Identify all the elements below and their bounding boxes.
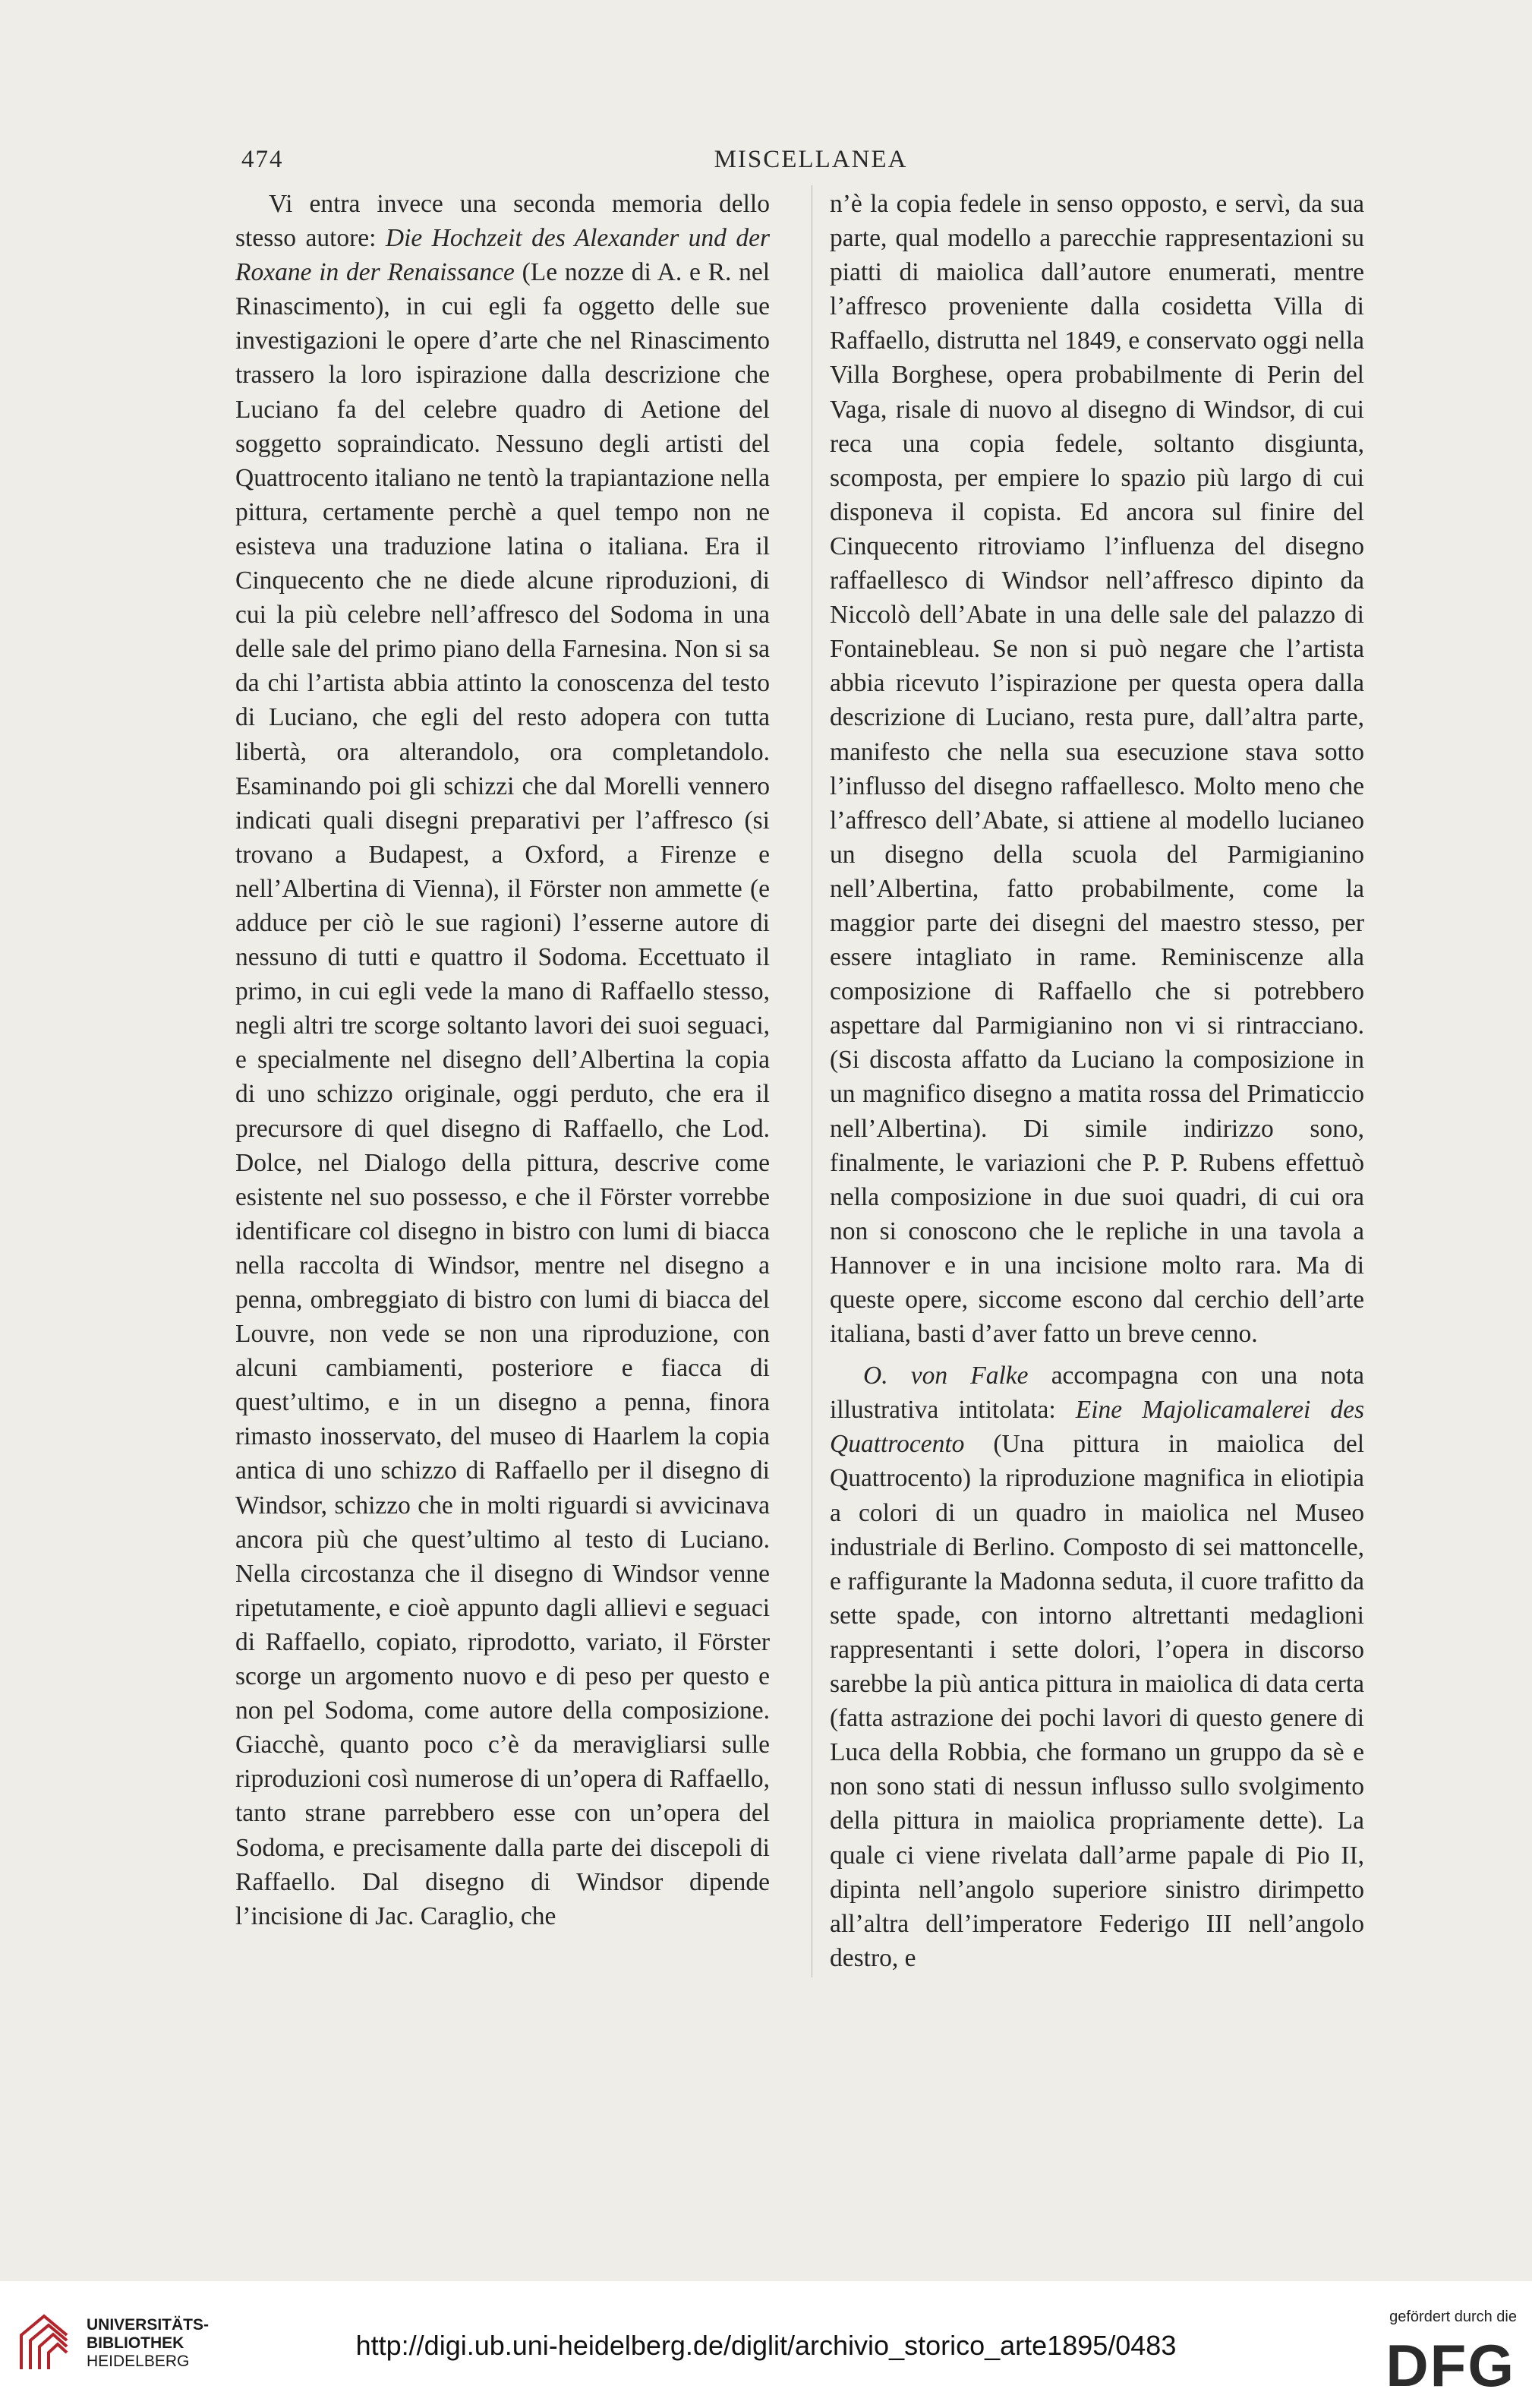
paragraph <box>830 1359 1364 1975</box>
italic-title-text: Eine Majolicamalerei des Quattrocento <box>830 1396 1364 1459</box>
paragraph-text: Vi entra invece una seconda memoria dello stesso autore: <box>235 190 770 253</box>
paragraph-text: (Le nozze di A. e R. nel Rinascimento), in cui egli fa oggetto delle sue investigazioni le opere d’arte che nel Rinascimento trassero la loro ispirazione dalla descrizione che Luciano fa del celebre quadro di Aetione del soggetto sopraindicato. Nessuno degli artisti del Quattrocento italiano ne tentò la trapiantazione nella pittura, certamente perchè a quel tempo non ne esisteva una traduzione latina o italiana. Era il Cinquecento che ne diede alcune riproduzioni, di cui la più celebre nell’affresco del Sodoma in una delle sale del primo piano della Farnesina. Non si sa da chi l’artista abbia attinto la conoscenza del testo di Luciano, che egli del resto adopera con tutta libertà, ora alterandolo, ora completandolo. Esaminando poi gli schizzi che dal Morelli vennero indicati quali disegni preparativi per l’affresco (si trovano a Budapest, a Oxford, a Firenze e nell’Albertina di Vienna), il Förster non ammette (e adduce per ciò le sue ragioni) l’esserne autore di nessuno di tutti e quattro il Sodoma. Eccettuato il primo, in cui egli vede la mano di Raffaello stesso, negli altri tre scorge soltanto lavori dei suoi seguaci, e specialmente nel disegno dell’Albertina la copia di uno schizzo originale, oggi perduto, che era il precursore di quel disegno di Raffaello, che Lod. Dolce, nel Dialogo della pittura, descrive come esistente nel suo possesso, e che il Förster vorrebbe identificare col disegno in bistro con lumi di biacca nella raccolta di Windsor, mentre nel disegno a penna, ombreggiato di bistro con lumi di biacca del Louvre, non vede se non una riproduzione, con alcuni cambiamenti, posteriore e fiacca di quest’ultimo, e in un disegno a penna, finora rimasto inosservato, del museo di Haarlem la copia antica di uno schizzo di Raffaello per il disegno di Windsor, schizzo che in molti riguardi si avvicinava ancora più che quest’ultimo al testo di Luciano. Nella circostanza che il disegno di Windsor venne ripetutamente, e cioè appunto dagli allievi e seguaci di Raffaello, copiato, riprodotto, variato, il Förster scorge un argomento nuovo e di peso per questo e non pel Sodoma, come autore della composizione. Giacchè, quanto poco c’è da meravigliarsi sulle riproduzioni così numerose di un’opera di Raffaello, tanto strane parrebbero esse con un’opera del Sodoma, e precisamente dalla parte dei discepoli di Raffaello. Dal disegno di Windsor dipende l’incisione di Jac. Caraglio, che <box>235 258 770 1930</box>
italic-title-text: O. von Falke <box>863 1362 1029 1390</box>
running-title: MISCELLANEA <box>714 146 908 173</box>
paragraph-text: (Una pittura in maiolica del Quattrocento) la riproduzione magnifica in eliotipia a colori di un quadro in maiolica nel Museo industriale di Berlino. Composto di sei mattoncelle, e raffigurante la Madonna seduta, il cuore trafitto da sette spade, con intorno altrettanti medaglioni rappresentanti i sette dolori, l’opera in discorso sarebbe la più antica pittura in maiolica di data certa (fatta astrazione dei pochi lavori di questo genere di Luca della Robbia, che formano un gruppo da sè e non sono stati di nessun influsso sullo svolgimento della pittura in maiolica propriamente dette). La quale ci viene rivelata dall’arme papale di Pio II, dipinta nell’angolo superiore sinistro dirimpetto all’altra dell’imperatore Federigo III nell’angolo destro, e <box>830 1430 1364 1972</box>
paragraph <box>830 187 1364 1351</box>
left-text-column <box>235 187 770 1933</box>
library-name-line-2: BIBLIOTHEK <box>87 2334 184 2352</box>
library-name-line-1: UNIVERSITÄTS- <box>87 2316 210 2334</box>
page-number: 474 <box>241 146 284 173</box>
permalink-url[interactable]: http://digi.ub.uni-heidelberg.de/diglit/archivio_storico_arte1895/0483 <box>355 2330 1177 2361</box>
page-header <box>241 146 1380 176</box>
library-name-line-3: HEIDELBERG <box>87 2353 190 2370</box>
paragraph <box>235 187 770 1933</box>
right-text-column <box>830 187 1364 1975</box>
italic-title-text: Die Hochzeit des Alexander und der Roxane in der Renaissance <box>235 224 770 287</box>
dfg-logo-icon[interactable]: DFG <box>1385 2332 1515 2399</box>
paragraph-text: accompagna con una nota illustrativa intitolata: <box>830 1362 1364 1425</box>
paragraph-text: n’è la copia fedele in senso opposto, e servì, da sua parte, qual modello a parecchie rappresentazioni su piatti di maiolica dall’autore enumerati, mentre l’affresco proveniente dalla cosidetta Villa di Raffaello, distrutta nel 1849, e conservato oggi nella Villa Borghese, opera probabilmente di Perin del Vaga, risale di nuovo al disegno di Windsor, di cui reca una copia fedele, soltanto disgiunta, scomposta, per empiere lo spazio più largo di cui disponeva il copista. Ed ancora sul finire del Cinquecento ritroviamo l’influenza del disegno raffaellesco di Windsor nell’affresco dipinto da Niccolò dell’Abate in una delle sale del palazzo di Fontainebleau. Se non si può negare che l’artista abbia ricevuto l’ispirazione per questa opera dalla descrizione di Luciano, resta pure, dall’altra parte, manifesto che nella sua esecuzione stava sotto l’influsso del disegno raffaellesco. Molto meno che l’affresco dell’Abate, si attiene al modello lucianeo un disegno della scuola del Parmigianino nell’Albertina, fatto probabilmente, come la maggior parte dei disegni del maestro stesso, per essere intagliato in rame. Reminiscenze alla composizione di Raffaello che si potrebbero aspettare dal Parmigianino non vi si rintracciano. (Si discosta affatto da Luciano la composizione in un magnifico disegno a matita rossa del Primaticcio nell’Albertina). Di simile indirizzo sono, finalmente, le variazioni che P. P. Rubens effettuò nella composizione in due suoi quadri, di cui ora non si conoscono che le repliche in una tavola a Hannover e in una incisione molto rara. Ma di queste opere, siccome escono dal cerchio dell’arte italiana, basti d’aver fatto un breve cenno. <box>830 190 1364 1349</box>
funding-label: gefördert durch die <box>1389 2309 1517 2325</box>
